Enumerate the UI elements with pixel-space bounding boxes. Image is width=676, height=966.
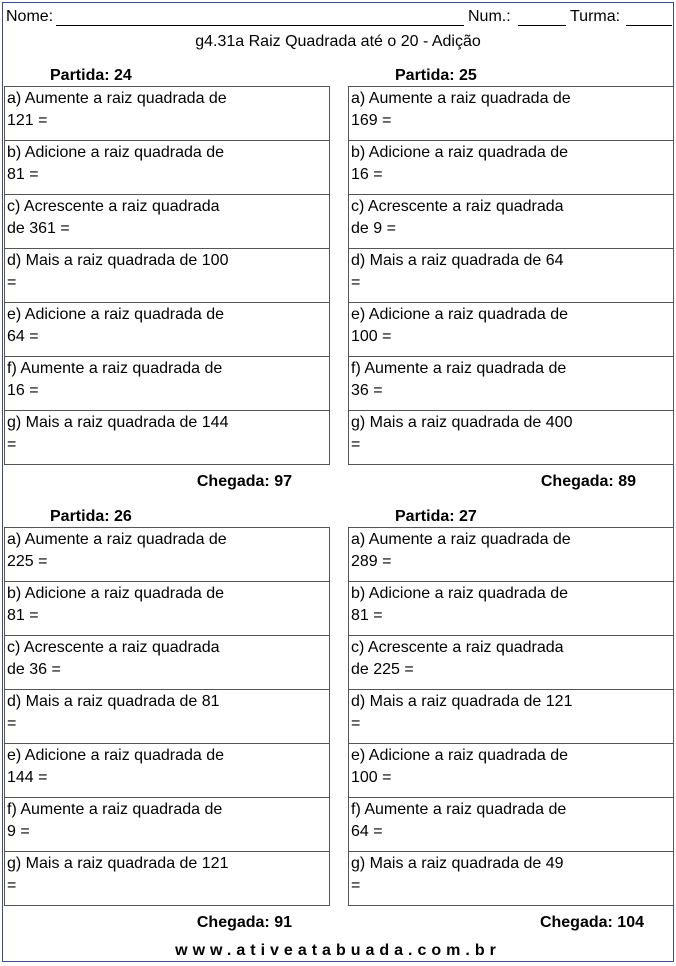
question-text: a) Aumente a raiz quadrada de: [351, 90, 571, 107]
question-text: a) Aumente a raiz quadrada de: [351, 531, 571, 548]
question-text: b) Adicione a raiz quadrada de: [7, 585, 225, 602]
answer-line: 64 =: [7, 328, 39, 345]
question-row: [349, 411, 673, 465]
answer-line: =: [7, 715, 17, 732]
answer-line: =: [351, 436, 361, 453]
exercise-block: [348, 507, 674, 937]
partida-label: Partida: 27: [395, 508, 477, 525]
turma-label: Turma:: [570, 8, 621, 25]
question-text: a) Aumente a raiz quadrada de: [7, 531, 227, 548]
question-table: [348, 86, 674, 465]
answer-line: =: [7, 877, 17, 894]
chegada-label: Chegada: 89: [540, 473, 636, 490]
question-row: [5, 744, 329, 798]
answer-line: 16 =: [7, 382, 39, 399]
question-text: d) Mais a raiz quadrada de 81: [7, 693, 220, 710]
question-text: c) Acrescente a raiz quadrada: [7, 639, 220, 656]
exercise-block: [348, 66, 674, 496]
partida-label: Partida: 26: [50, 508, 132, 525]
answer-line: 225 =: [7, 553, 48, 570]
answer-line: 16 =: [351, 166, 383, 183]
question-text: a) Aumente a raiz quadrada de: [7, 90, 227, 107]
turma-line[interactable]: [626, 25, 672, 26]
question-row: [349, 195, 673, 249]
question-row: [5, 141, 329, 195]
question-row: [5, 690, 329, 744]
question-row: [5, 411, 329, 465]
question-text: b) Adicione a raiz quadrada de: [351, 144, 569, 161]
question-row: [349, 582, 673, 636]
question-row: [5, 195, 329, 249]
question-row: [5, 87, 329, 141]
question-text: d) Mais a raiz quadrada de 64: [351, 252, 564, 269]
question-text: f) Aumente a raiz quadrada de: [7, 360, 223, 377]
answer-line: 64 =: [351, 823, 383, 840]
question-text: d) Mais a raiz quadrada de 100: [7, 252, 229, 269]
answer-line: 289 =: [351, 553, 392, 570]
partida-label: Partida: 24: [50, 67, 132, 84]
answer-line: 169 =: [351, 112, 392, 129]
exercise-block: [4, 507, 330, 937]
question-row: [349, 744, 673, 798]
question-row: [349, 141, 673, 195]
question-row: [349, 249, 673, 303]
question-text: g) Mais a raiz quadrada de 144: [7, 414, 229, 431]
answer-line: 100 =: [351, 769, 392, 786]
answer-line: 100 =: [351, 328, 392, 345]
question-text: e) Adicione a raiz quadrada de: [7, 747, 225, 764]
website-footer: www.ativeatabuada.com.br: [175, 942, 501, 959]
chegada-label: Chegada: 91: [196, 914, 292, 931]
question-row: [5, 303, 329, 357]
question-row: [349, 303, 673, 357]
answer-line: de 225 =: [351, 661, 414, 678]
answer-line: 81 =: [7, 607, 39, 624]
question-text: g) Mais a raiz quadrada de 49: [351, 855, 564, 872]
question-text: d) Mais a raiz quadrada de 121: [351, 693, 573, 710]
answer-line: de 36 =: [7, 661, 61, 678]
question-text: f) Aumente a raiz quadrada de: [351, 360, 567, 377]
question-text: g) Mais a raiz quadrada de 121: [7, 855, 229, 872]
worksheet-page: [2, 2, 674, 962]
question-text: e) Adicione a raiz quadrada de: [351, 306, 569, 323]
question-row: [5, 528, 329, 582]
worksheet-title: g4.31a Raiz Quadrada até o 20 - Adição: [195, 33, 481, 50]
question-table: [4, 527, 330, 906]
header-fields: [6, 6, 670, 28]
question-table: [4, 86, 330, 465]
answer-line: de 361 =: [7, 220, 70, 237]
question-row: [5, 249, 329, 303]
question-row: [5, 357, 329, 411]
question-text: b) Adicione a raiz quadrada de: [7, 144, 225, 161]
question-row: [5, 582, 329, 636]
question-text: c) Acrescente a raiz quadrada: [351, 639, 564, 656]
answer-line: =: [351, 274, 361, 291]
answer-line: 81 =: [351, 607, 383, 624]
answer-line: 81 =: [7, 166, 39, 183]
question-text: e) Adicione a raiz quadrada de: [7, 306, 225, 323]
question-row: [349, 798, 673, 852]
question-text: c) Acrescente a raiz quadrada: [7, 198, 220, 215]
answer-line: 144 =: [7, 769, 48, 786]
answer-line: 9 =: [7, 823, 30, 840]
answer-line: =: [351, 715, 361, 732]
question-text: g) Mais a raiz quadrada de 400: [351, 414, 573, 431]
question-row: [349, 690, 673, 744]
question-row: [349, 528, 673, 582]
answer-line: 121 =: [7, 112, 48, 129]
answer-line: =: [7, 436, 17, 453]
chegada-label: Chegada: 104: [539, 914, 644, 931]
nome-label: Nome:: [6, 8, 54, 25]
chegada-label: Chegada: 97: [196, 473, 292, 490]
question-row: [349, 636, 673, 690]
question-row: [349, 852, 673, 906]
exercise-block: [4, 66, 330, 496]
num-line[interactable]: [518, 25, 566, 26]
question-text: f) Aumente a raiz quadrada de: [351, 801, 567, 818]
question-text: f) Aumente a raiz quadrada de: [7, 801, 223, 818]
answer-line: =: [351, 877, 361, 894]
question-row: [349, 357, 673, 411]
question-text: e) Adicione a raiz quadrada de: [351, 747, 569, 764]
question-row: [5, 798, 329, 852]
question-row: [5, 852, 329, 906]
answer-line: =: [7, 274, 17, 291]
answer-line: 36 =: [351, 382, 383, 399]
answer-line: de 9 =: [351, 220, 396, 237]
question-table: [348, 527, 674, 906]
partida-label: Partida: 25: [395, 67, 477, 84]
num-label: Num.:: [468, 8, 511, 25]
nome-line[interactable]: [56, 25, 464, 26]
question-row: [5, 636, 329, 690]
question-text: b) Adicione a raiz quadrada de: [351, 585, 569, 602]
question-text: c) Acrescente a raiz quadrada: [351, 198, 564, 215]
question-row: [349, 87, 673, 141]
